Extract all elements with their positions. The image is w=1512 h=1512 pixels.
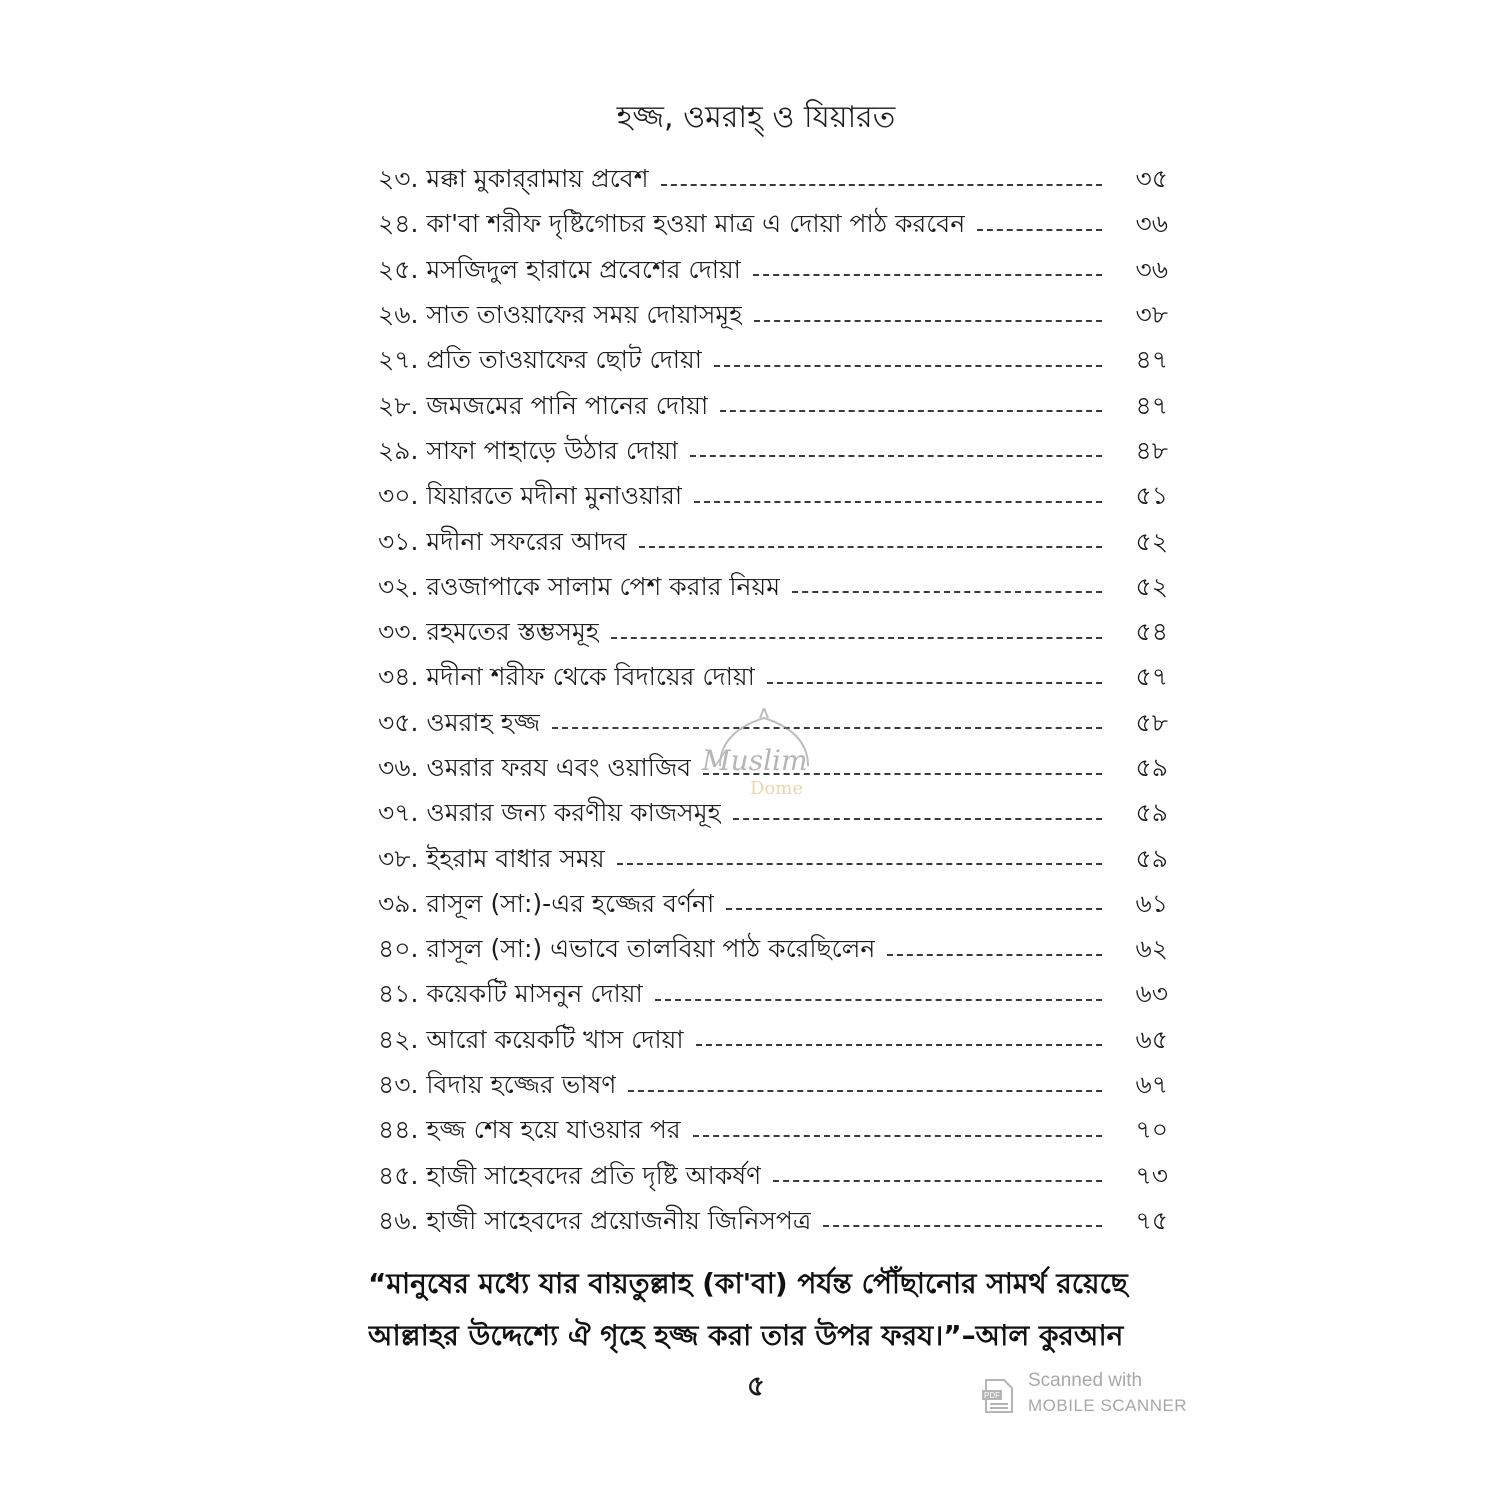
toc-entry-page: ৫৪ [1135, 617, 1168, 647]
toc-entry-number: ২৬. [378, 300, 419, 330]
toc-entry-number: ২৮. [378, 390, 419, 420]
toc-entry-page: ৬২ [1135, 934, 1168, 964]
toc-entry-number: ৪৬. [378, 1205, 419, 1235]
toc-entry-page: ৩৬ [1135, 209, 1168, 239]
toc-entry-page: ৫৮ [1135, 707, 1168, 737]
toc-entry-text: মদীনা সফরের আদব [426, 526, 628, 556]
toc-entry-text: ওমরাহ হজ্জ [426, 707, 541, 737]
toc-entry-title [378, 793, 721, 836]
dot-leader [617, 863, 1102, 865]
dot-leader [977, 229, 1102, 231]
toc-entry-page: ৫৯ [1135, 798, 1168, 828]
toc-entry-text: কা'বা শরীফ দৃষ্টিগোচর হওয়া মাত্র এ দোয়া পাঠ করবেন [426, 209, 966, 239]
toc-entry-page: ৬৭ [1135, 1070, 1168, 1100]
toc-entry-page: ৫৭ [1135, 662, 1168, 692]
toc-entry-number: ৪৫. [378, 1160, 419, 1190]
toc-entry-title [378, 1110, 681, 1153]
dot-leader [628, 1090, 1102, 1092]
toc-entry-text: মসজিদুল হারামে প্রবেশের দোয়া [426, 254, 741, 284]
toc-entry [378, 883, 1168, 928]
toc-entry-text: রহমতের স্তম্ভসমূহ [426, 617, 599, 647]
toc-entry-number: ২৭. [378, 345, 419, 375]
watermark-text-secondary: Dome [750, 778, 803, 799]
toc-entry-page: ৩৫ [1135, 164, 1168, 194]
toc-entry-title [378, 204, 965, 247]
dot-leader [773, 1180, 1102, 1182]
toc-entry-text: বিদায় হজ্জের ভাষণ [426, 1070, 617, 1100]
toc-entry-text: ইহরাম বাধার সময় [426, 843, 605, 873]
toc-entry-text: ওমরার ফরয এবং ওয়াজিব [426, 753, 692, 782]
toc-entry-number: ৩৭. [378, 798, 419, 828]
toc-entry [378, 928, 1168, 973]
toc-entry-title [378, 250, 741, 293]
toc-entry-number: ৩৩. [378, 617, 419, 647]
dot-leader [726, 908, 1102, 910]
toc-entry-page: ৫২ [1135, 571, 1168, 601]
dot-leader [767, 682, 1102, 684]
toc-entry-number: ৩৯. [378, 888, 419, 918]
toc-entry [378, 249, 1168, 294]
table-of-contents [378, 158, 1168, 1245]
toc-entry-text: হাজী সাহেবদের প্রয়োজনীয় জিনিসপত্র [426, 1205, 812, 1235]
toc-entry-number: ৩৮. [378, 843, 419, 873]
toc-entry-title [378, 974, 643, 1017]
toc-entry [378, 837, 1168, 882]
scanner-badge-line-2: MOBILE SCANNER [1028, 1396, 1188, 1415]
toc-entry-number: ২৫. [378, 254, 419, 284]
page-number: ৫ [746, 1369, 766, 1402]
dot-leader [887, 954, 1102, 956]
toc-entry [378, 475, 1168, 520]
toc-entry-text: যিয়ারতে মদীনা মুনাওয়ারা [426, 481, 683, 511]
toc-entry-text: হজ্জ শেষ হয়ে যাওয়ার পর [426, 1115, 681, 1145]
toc-entry-title [378, 1020, 684, 1063]
toc-entry-title [378, 612, 599, 655]
scanner-badge [982, 1370, 1202, 1420]
toc-entry-text: প্রতি তাওয়াফের ছোট দোয়া [426, 345, 702, 375]
toc-entry-text: সাফা পাহাড়ে উঠার দোয়া [426, 435, 679, 465]
toc-entry-text: কয়েকটি মাসনুন দোয়া [426, 979, 643, 1009]
toc-entry-number: ৪২. [378, 1024, 419, 1054]
toc-entry-title [378, 884, 714, 927]
toc-entry [378, 294, 1168, 339]
toc-entry-text: রওজাপাকে সালাম পেশ করার নিয়ম [426, 571, 781, 601]
toc-entry-text: সাত তাওয়াফের সময় দোয়াসমূহ [426, 300, 743, 330]
watermark-text-primary: Muslim [702, 744, 808, 777]
dot-leader [823, 1225, 1102, 1227]
dot-leader [655, 999, 1102, 1001]
toc-entry-page: ৭৩ [1135, 1160, 1168, 1190]
dot-leader [639, 546, 1102, 548]
toc-entry-number: ২৪. [378, 209, 419, 239]
toc-entry-number: ৩০. [378, 481, 419, 511]
toc-entry [378, 1109, 1168, 1154]
toc-entry-title [378, 657, 755, 700]
toc-entry-title [378, 929, 875, 972]
toc-entry-text: রাসূল (সা:) এভাবে তালবিয়া পাঠ করেছিলেন [426, 934, 876, 964]
toc-entry [378, 430, 1168, 475]
toc-entry-page: ৫২ [1135, 526, 1168, 556]
toc-entry-number: ৪১. [378, 979, 419, 1009]
dot-leader [693, 1135, 1102, 1137]
toc-entry [378, 384, 1168, 429]
toc-entry-number: ৩৪. [378, 662, 419, 692]
toc-entry [378, 158, 1168, 203]
dot-leader [792, 591, 1102, 593]
toc-entry-title [378, 1156, 761, 1199]
dot-leader [714, 365, 1102, 367]
toc-entry-number: ৪৪. [378, 1115, 419, 1145]
toc-entry [378, 339, 1168, 384]
dot-leader [696, 1044, 1102, 1046]
dot-leader [753, 274, 1102, 276]
toc-entry-title [378, 522, 627, 565]
toc-entry-text: মক্কা মুকার্‌রামায় প্রবেশ [426, 164, 649, 194]
toc-entry-title [378, 295, 742, 338]
dot-leader [611, 637, 1102, 639]
toc-entry-number: ২৩. [378, 164, 419, 194]
watermark-logo [694, 708, 834, 804]
dot-leader [661, 184, 1103, 186]
toc-entry-number: ৪০. [378, 934, 419, 964]
toc-entry-page: ৬৩ [1135, 979, 1168, 1009]
dot-leader [720, 410, 1102, 412]
toc-entry-title [378, 748, 691, 791]
toc-entry-page: ৪৭ [1135, 345, 1168, 375]
toc-entry [378, 1200, 1168, 1245]
toc-entry [378, 973, 1168, 1018]
dot-leader [754, 320, 1102, 322]
pdf-file-icon [982, 1378, 1016, 1414]
toc-entry-title [378, 476, 682, 519]
toc-entry-page: ৩৮ [1135, 300, 1168, 330]
toc-entry-page: ৩৬ [1135, 254, 1168, 284]
toc-entry-number: ৪৩. [378, 1070, 419, 1100]
toc-entry-title [378, 340, 702, 383]
toc-entry-title [378, 1201, 811, 1244]
dot-leader [690, 455, 1102, 457]
toc-entry-text: মদীনা শরীফ থেকে বিদায়ের দোয়া [426, 662, 755, 692]
toc-entry-page: ৬১ [1135, 888, 1168, 918]
toc-entry-page: ৭০ [1135, 1115, 1168, 1145]
toc-entry-page: ৫৯ [1135, 753, 1168, 782]
toc-entry-page: ৭৫ [1135, 1205, 1168, 1235]
toc-entry-number: ৩২. [378, 571, 419, 601]
toc-entry-text: জমজমের পানি পানের দোয়া [426, 390, 709, 420]
toc-entry [378, 1019, 1168, 1064]
svg-text:PDF: PDF [984, 1391, 1000, 1400]
toc-entry-title [378, 839, 605, 882]
toc-entry-number: ৩৫. [378, 707, 419, 737]
toc-entry-title [378, 159, 649, 202]
toc-entry-title [378, 567, 780, 610]
toc-entry-title [378, 1065, 616, 1108]
toc-entry-number: ৩৬. [378, 753, 419, 782]
toc-entry [378, 520, 1168, 565]
toc-entry-text: ওমরার জন্য করণীয় কাজসমূহ [426, 798, 721, 828]
toc-entry [378, 656, 1168, 701]
toc-entry-title [378, 431, 678, 474]
quote-line: “মানুষের মধ্যে যার বায়তুল্লাহ (কা'বা) পর্যন্ত পৌঁছানোর সামর্থ রয়েছে [368, 1267, 1128, 1300]
toc-entry-title [378, 386, 708, 429]
dot-leader [694, 501, 1102, 503]
toc-entry-page: ৪৮ [1135, 435, 1168, 465]
toc-entry-page: ৬৫ [1135, 1024, 1168, 1054]
scanner-badge-line-1: Scanned with [1028, 1370, 1143, 1391]
toc-entry-number: ২৯. [378, 435, 419, 465]
toc-entry-title [378, 703, 540, 746]
toc-entry-number: ৩১. [378, 526, 419, 556]
toc-entry-page: ৫৯ [1135, 843, 1168, 873]
quran-quote [368, 1258, 1176, 1362]
toc-entry-page: ৫১ [1135, 481, 1168, 511]
toc-entry-text: হাজী সাহেবদের প্রতি দৃষ্টি আকর্ষণ [426, 1160, 762, 1190]
toc-entry-page: ৪৭ [1135, 390, 1168, 420]
toc-entry-text: আরো কয়েকটি খাস দোয়া [426, 1024, 684, 1054]
toc-entry [378, 566, 1168, 611]
toc-entry [378, 1064, 1168, 1109]
toc-entry-text: রাসূল (সা:)-এর হজ্জের বর্ণনা [426, 888, 715, 918]
dot-leader [733, 818, 1102, 820]
toc-entry [378, 203, 1168, 248]
running-header: হজ্জ, ওমরাহ্ ও যিয়ারত [616, 100, 896, 135]
toc-entry [378, 611, 1168, 656]
quote-line: আল্লাহর উদ্দেশ্যে ঐ গৃহে হজ্জ করা তার উপর ফরয।”–আল কুরআন [368, 1319, 1124, 1352]
toc-entry [378, 1155, 1168, 1200]
